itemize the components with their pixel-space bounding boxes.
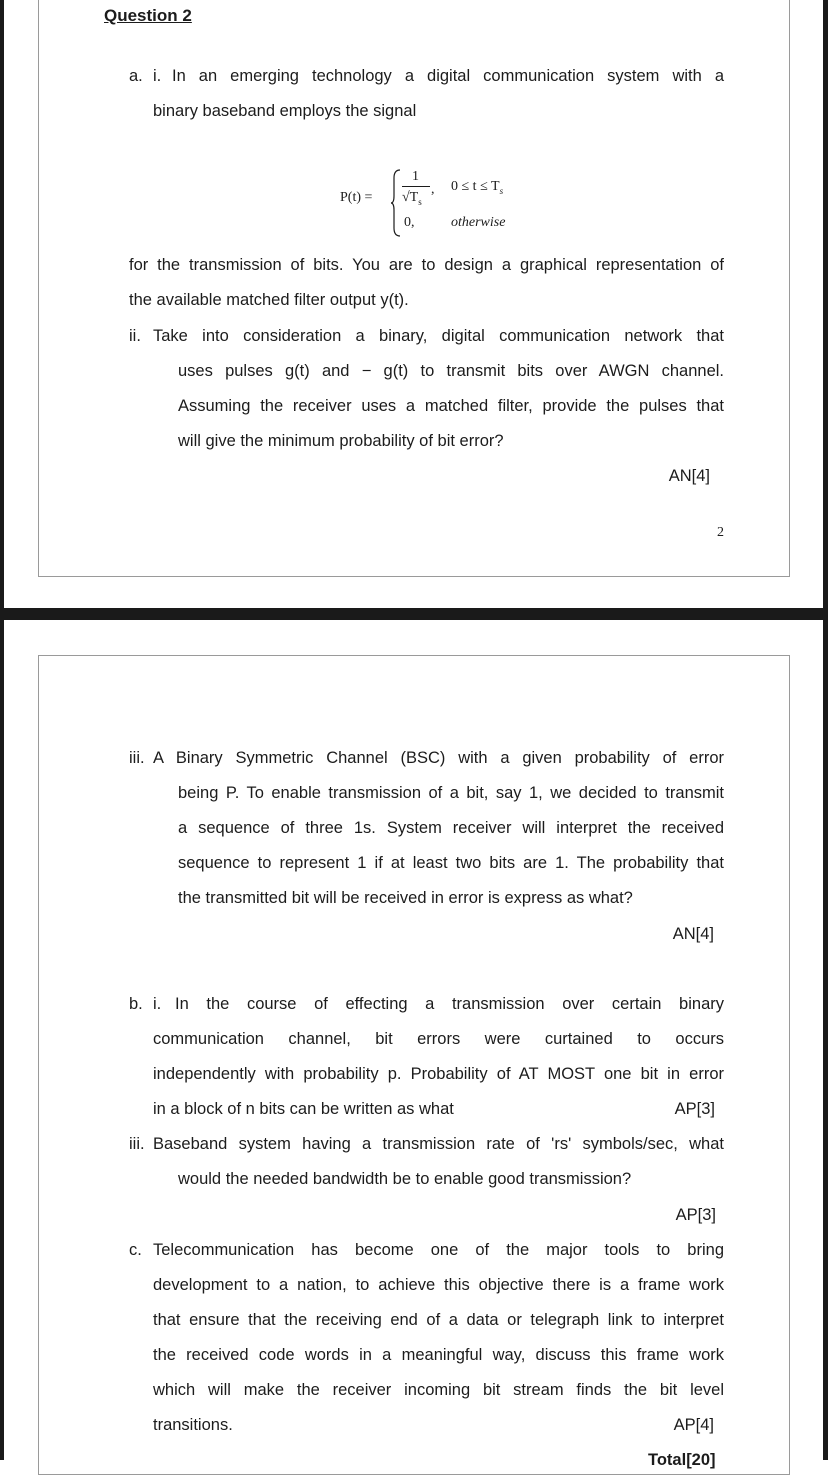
part-c-marks: AP[4] [673, 1416, 714, 1434]
question-heading: Question 2 [104, 6, 192, 25]
total-marks: Total[20] [648, 1451, 716, 1469]
page-divider [0, 608, 828, 620]
sub-iii-line-3: a sequence of three 1s. System receiver will interpret the received [178, 819, 724, 837]
page-1-frame [38, 0, 790, 577]
equation-pt [338, 160, 538, 240]
part-a-label: a. [129, 67, 143, 85]
page-side-left [0, 0, 4, 1460]
part-a-sub-ii-line-2: uses pulses g(t) and − g(t) to transmit bits over AWGN channel. [178, 362, 724, 380]
sub-iii-number: iii. [129, 749, 145, 767]
part-b-marks-2: AP[3] [675, 1206, 716, 1224]
fraction-numerator: 1 [412, 169, 419, 184]
part-b-line-3: independently with probability p. Probability of AT MOST one bit in error [153, 1065, 724, 1083]
page-number: 2 [717, 525, 724, 540]
sub-iii-line-5: the transmitted bit will be received in error is express as what? [178, 889, 633, 907]
part-a-sub-i-line-1: In an emerging technology a digital communication system with a [172, 67, 724, 85]
fraction-denominator: $√T_s$ [402, 190, 422, 207]
part-b-sub-iii-number: iii. [129, 1135, 145, 1153]
part-a-sub-ii-line-3: Assuming the receiver uses a matched filter, provide the pulses that [178, 397, 724, 415]
fraction-bar [402, 186, 430, 187]
case-2-value: 0, [404, 215, 415, 230]
part-c-line-6: transitions. [153, 1416, 233, 1434]
part-b-label: b. [129, 995, 143, 1013]
part-a-sub-ii-line-4: will give the minimum probability of bit error? [178, 432, 504, 450]
part-b-line-2: communication channel, bit errors were curtained to occurs [153, 1030, 724, 1048]
part-c-label: c. [129, 1241, 142, 1259]
sub-iii-line-4: sequence to represent 1 if at least two bits are 1. The probability that [178, 854, 724, 872]
part-a-after-line-2: the available matched filter output y(t). [129, 291, 409, 309]
part-a-sub-ii-line-1: Take into consideration a binary, digital communication network that [153, 327, 724, 345]
part-b-line-4: in a block of n bits can be written as what [153, 1100, 454, 1118]
part-b-line-5: Baseband system having a transmission rate of 'rs' symbols/sec, what [153, 1135, 724, 1153]
equation-lhs: P(t) = [340, 190, 373, 205]
part-c-line-2: development to a nation, to achieve this objective there is a frame work [153, 1276, 724, 1294]
part-a-sub-ii-number: ii. [129, 327, 141, 345]
part-c-line-3: that ensure that the receiving end of a data or telegraph link to interpret [153, 1311, 724, 1329]
part-b-line-6: would the needed bandwidth be to enable good transmission? [178, 1170, 632, 1188]
page-side-right [823, 0, 828, 1460]
case-2-condition: otherwise [451, 215, 506, 230]
left-brace-icon [390, 168, 402, 238]
part-b-marks-1: AP[3] [674, 1100, 715, 1118]
part-c-line-5: which will make the receiver incoming bit stream finds the bit level [153, 1381, 724, 1399]
sub-iii-marks: AN[4] [672, 925, 714, 943]
case-1-condition: $0 \le t \le T_s$ [451, 179, 504, 196]
part-a-sub-i-line-2: binary baseband employs the signal [153, 102, 417, 120]
sub-iii-line-1: A Binary Symmetric Channel (BSC) with a given probability of error [153, 749, 724, 767]
part-b-line-1: In the course of effecting a transmission over certain binary [175, 995, 724, 1013]
equation-comma: , [431, 182, 435, 197]
part-a-after-line-1: for the transmission of bits. You are to design a graphical representation of [129, 256, 724, 274]
part-b-sub-i-number: i. [153, 995, 162, 1013]
part-a-marks: AN[4] [668, 467, 710, 485]
part-c-line-4: the received code words in a meaningful way, discuss this frame work [153, 1346, 724, 1364]
part-a-sub-i-number: i. [153, 67, 162, 85]
sub-iii-line-2: being P. To enable transmission of a bit, say 1, we decided to transmit [178, 784, 724, 802]
part-c-line-1: Telecommunication has become one of the major tools to bring [153, 1241, 724, 1259]
